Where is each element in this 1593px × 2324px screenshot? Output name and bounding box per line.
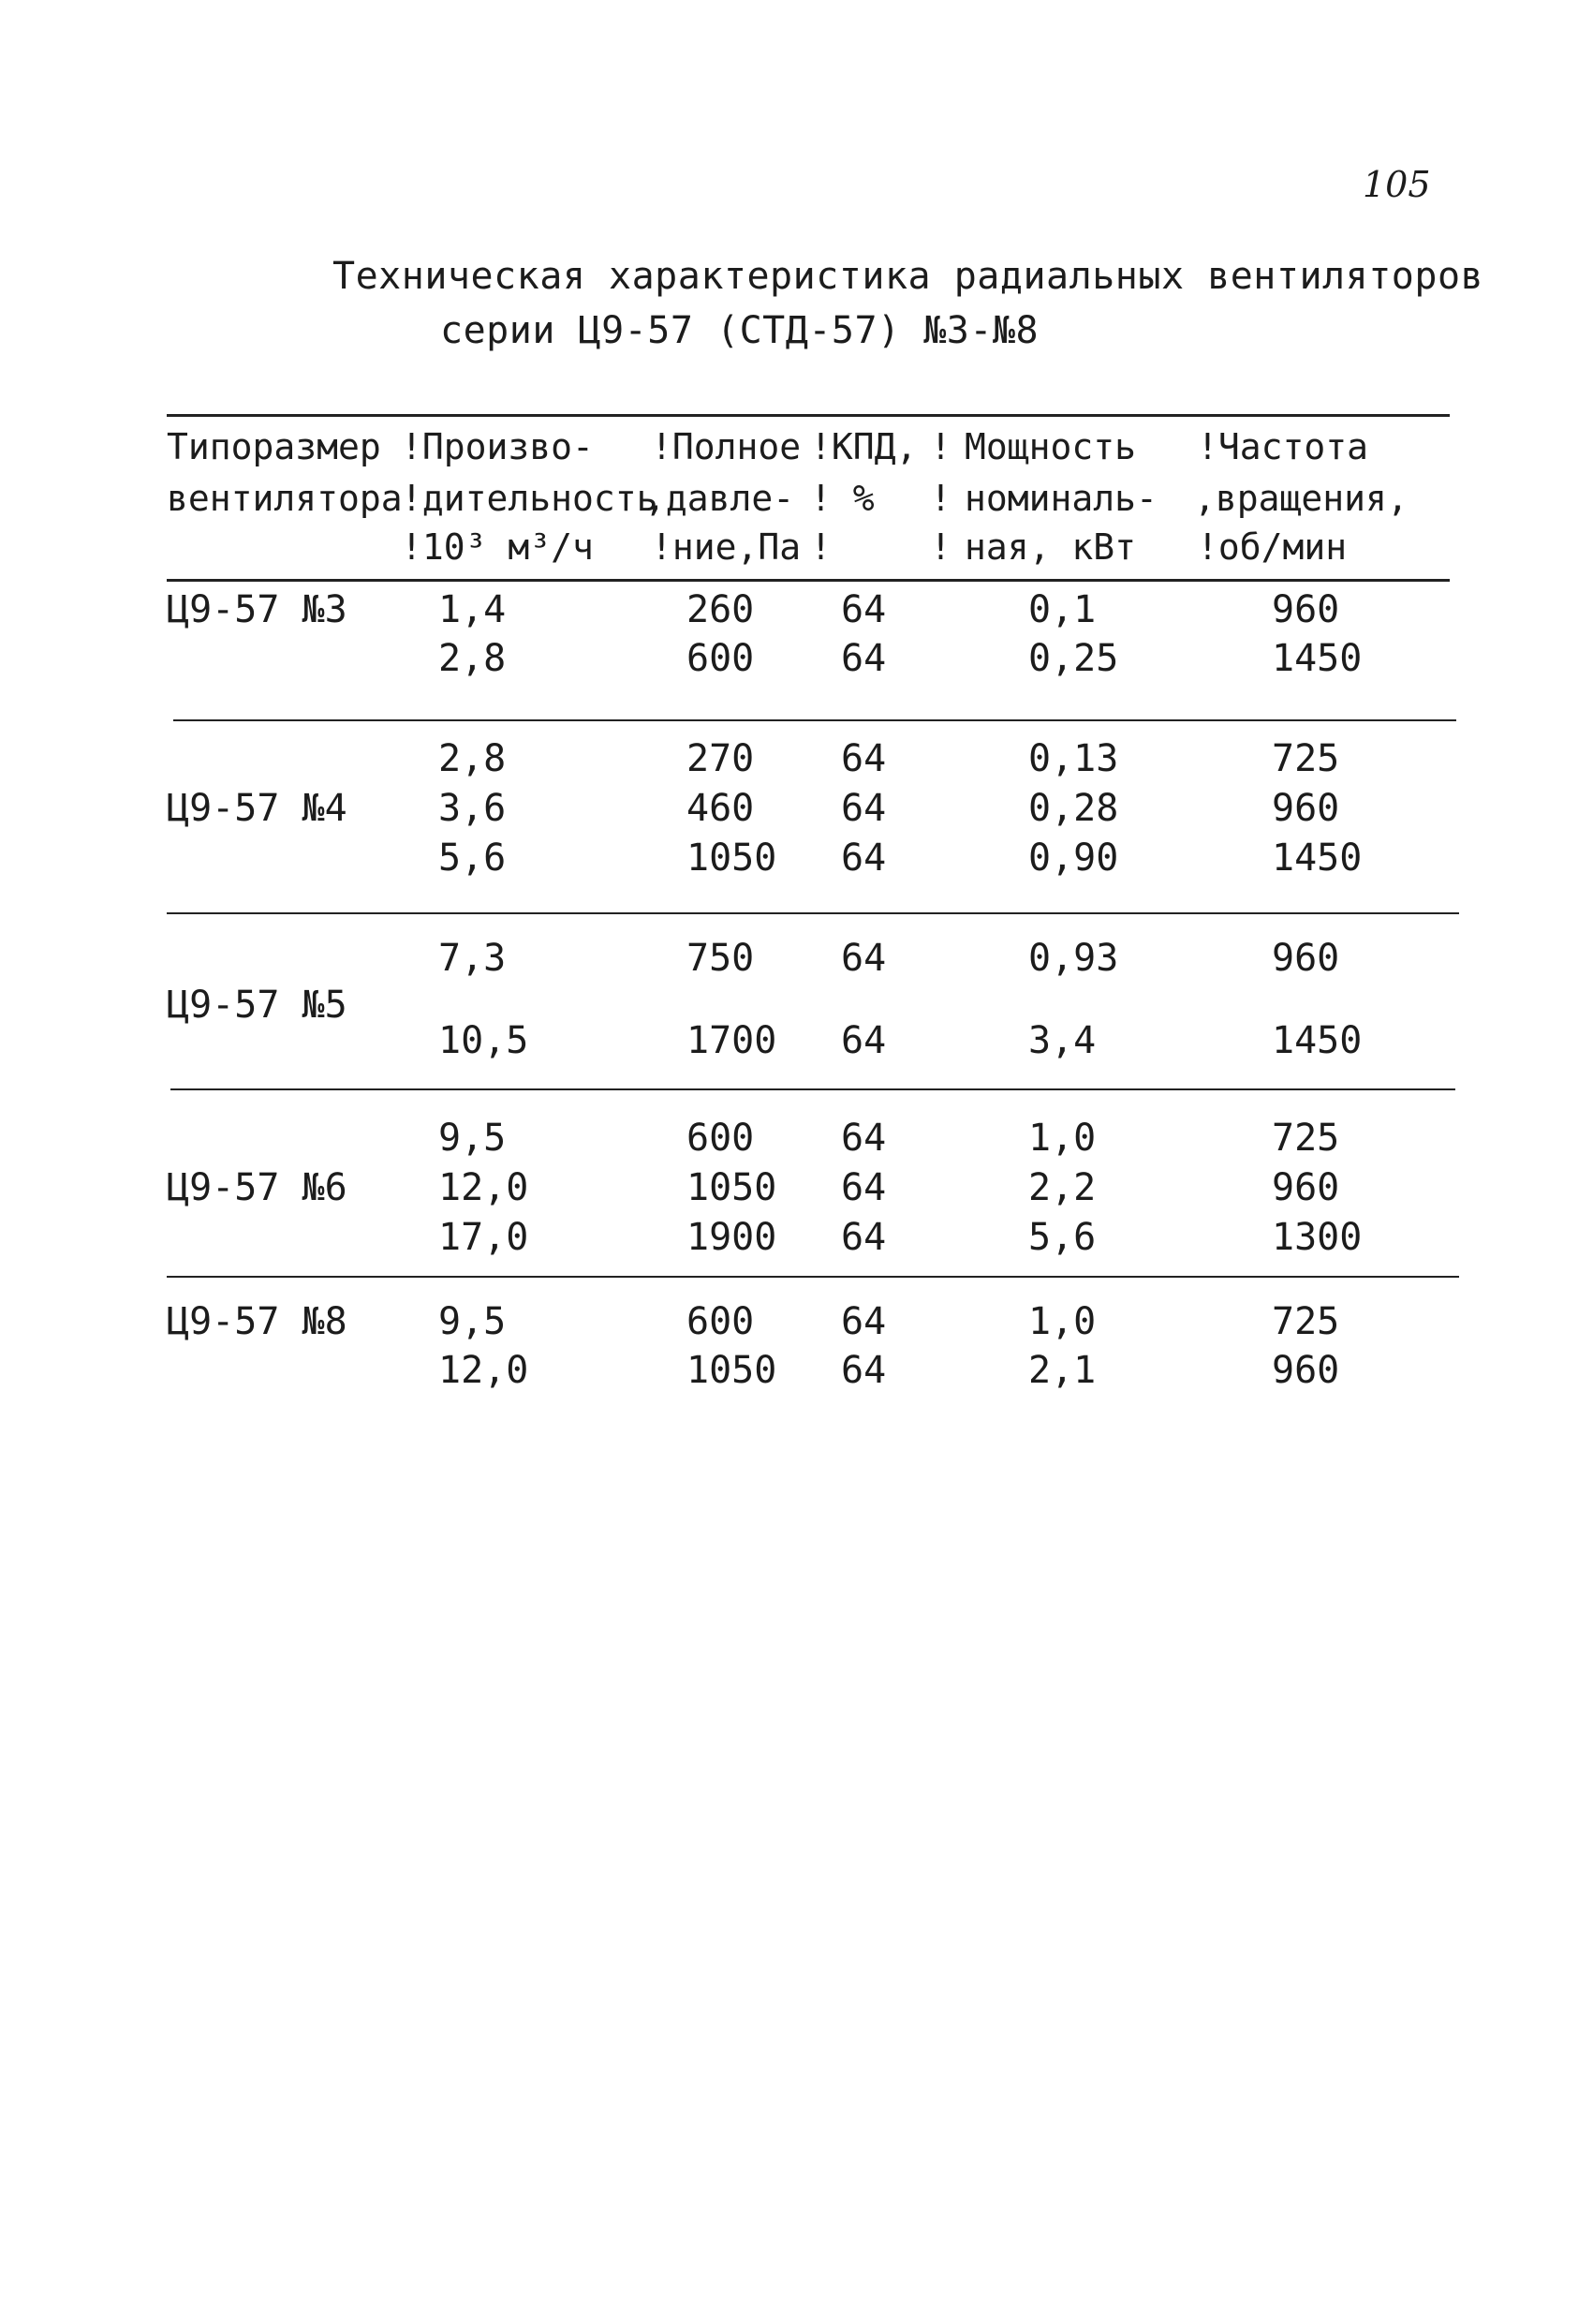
row-speed: 960 <box>1272 937 1340 980</box>
row-pressure: 1700 <box>686 1019 777 1062</box>
header-divider-l1: ! <box>930 426 951 467</box>
header-efficiency-l3: ! <box>810 526 832 568</box>
row-flow: 1,4 <box>438 588 507 631</box>
row-power: 0,28 <box>1028 787 1119 830</box>
row-flow: 7,3 <box>438 937 507 980</box>
row-pressure: 260 <box>686 588 755 631</box>
row-pressure: 460 <box>686 787 755 830</box>
row-flow: 2,8 <box>438 637 507 680</box>
row-speed: 960 <box>1272 1349 1340 1392</box>
header-size-l1: Типоразмер <box>167 426 381 467</box>
header-speed-l3: !об/мин <box>1197 526 1348 568</box>
row-flow: 9,5 <box>438 1117 507 1160</box>
header-flow-l2: !дительность <box>401 478 658 519</box>
row-pressure: 1050 <box>686 1166 777 1209</box>
row-efficiency: 64 <box>841 1300 887 1343</box>
header-flow-l1: !Произво- <box>401 426 594 467</box>
row-pressure: 750 <box>686 937 755 980</box>
header-size-l2: вентилятора <box>167 478 403 519</box>
header-divider-l3: ! <box>930 526 951 568</box>
row-speed: 960 <box>1272 787 1340 830</box>
row-speed: 725 <box>1272 737 1340 780</box>
row-size: Ц9-57 №5 <box>167 984 347 1027</box>
row-power: 3,4 <box>1028 1019 1097 1062</box>
row-efficiency: 64 <box>841 1117 887 1160</box>
header-bottom-rule <box>167 579 1450 582</box>
title-line-2: серии Ц9-57 (СТД-57) №3-№8 <box>440 309 1040 352</box>
row-speed: 960 <box>1272 588 1340 631</box>
row-power: 1,0 <box>1028 1300 1097 1343</box>
header-pressure-l2: ,давле- <box>644 478 795 519</box>
row-pressure: 600 <box>686 1117 755 1160</box>
title-line-1: Техническая характеристика радиальных вентиляторов <box>332 255 1484 298</box>
group-divider <box>167 912 1459 914</box>
header-pressure-l3: !ние,Па <box>651 526 802 568</box>
row-size: Ц9-57 №4 <box>167 787 347 830</box>
row-efficiency: 64 <box>841 787 887 830</box>
row-power: 2,1 <box>1028 1349 1097 1392</box>
row-efficiency: 64 <box>841 588 887 631</box>
row-efficiency: 64 <box>841 836 887 880</box>
row-power: 0,13 <box>1028 737 1119 780</box>
row-power: 0,1 <box>1028 588 1097 631</box>
row-flow: 10,5 <box>438 1019 529 1062</box>
row-power: 0,25 <box>1028 637 1119 680</box>
row-power: 2,2 <box>1028 1166 1097 1209</box>
row-speed: 725 <box>1272 1117 1340 1160</box>
row-flow: 12,0 <box>438 1349 529 1392</box>
row-speed: 960 <box>1272 1166 1340 1209</box>
row-speed: 725 <box>1272 1300 1340 1343</box>
row-pressure: 1900 <box>686 1216 777 1259</box>
row-efficiency: 64 <box>841 737 887 780</box>
row-flow: 2,8 <box>438 737 507 780</box>
row-pressure: 1050 <box>686 836 777 880</box>
table-top-rule <box>167 414 1450 417</box>
group-divider <box>170 1088 1455 1090</box>
header-speed-l2: ,вращения, <box>1194 478 1409 519</box>
header-efficiency-l2: ! % <box>810 478 875 519</box>
header-speed-l1: !Частота <box>1197 426 1369 467</box>
header-flow-l3: !10³ м³/ч <box>401 526 594 568</box>
row-speed: 1300 <box>1272 1216 1363 1259</box>
row-power: 0,90 <box>1028 836 1119 880</box>
row-pressure: 270 <box>686 737 755 780</box>
row-speed: 1450 <box>1272 637 1363 680</box>
header-power-l1: Мощность <box>965 426 1137 467</box>
row-efficiency: 64 <box>841 1019 887 1062</box>
row-efficiency: 64 <box>841 1216 887 1259</box>
header-power-l3: ная, кВт <box>965 526 1137 568</box>
row-speed: 1450 <box>1272 836 1363 880</box>
row-pressure: 1050 <box>686 1349 777 1392</box>
row-power: 1,0 <box>1028 1117 1097 1160</box>
row-size: Ц9-57 №3 <box>167 588 347 631</box>
page-number: 105 <box>1363 164 1431 205</box>
row-flow: 5,6 <box>438 836 507 880</box>
row-power: 5,6 <box>1028 1216 1097 1259</box>
header-power-l2: номиналь- <box>965 478 1158 519</box>
row-pressure: 600 <box>686 637 755 680</box>
row-efficiency: 64 <box>841 637 887 680</box>
row-flow: 12,0 <box>438 1166 529 1209</box>
row-size: Ц9-57 №6 <box>167 1166 347 1209</box>
group-divider <box>167 1276 1459 1278</box>
row-size: Ц9-57 №8 <box>167 1300 347 1343</box>
header-divider-l2: ! <box>930 478 951 519</box>
row-pressure: 600 <box>686 1300 755 1343</box>
row-efficiency: 64 <box>841 1166 887 1209</box>
row-flow: 17,0 <box>438 1216 529 1259</box>
row-power: 0,93 <box>1028 937 1119 980</box>
row-flow: 3,6 <box>438 787 507 830</box>
group-divider <box>173 719 1456 721</box>
row-efficiency: 64 <box>841 1349 887 1392</box>
header-efficiency-l1: !КПД, <box>810 426 918 467</box>
row-flow: 9,5 <box>438 1300 507 1343</box>
row-efficiency: 64 <box>841 937 887 980</box>
row-speed: 1450 <box>1272 1019 1363 1062</box>
header-pressure-l1: !Полное <box>651 426 802 467</box>
